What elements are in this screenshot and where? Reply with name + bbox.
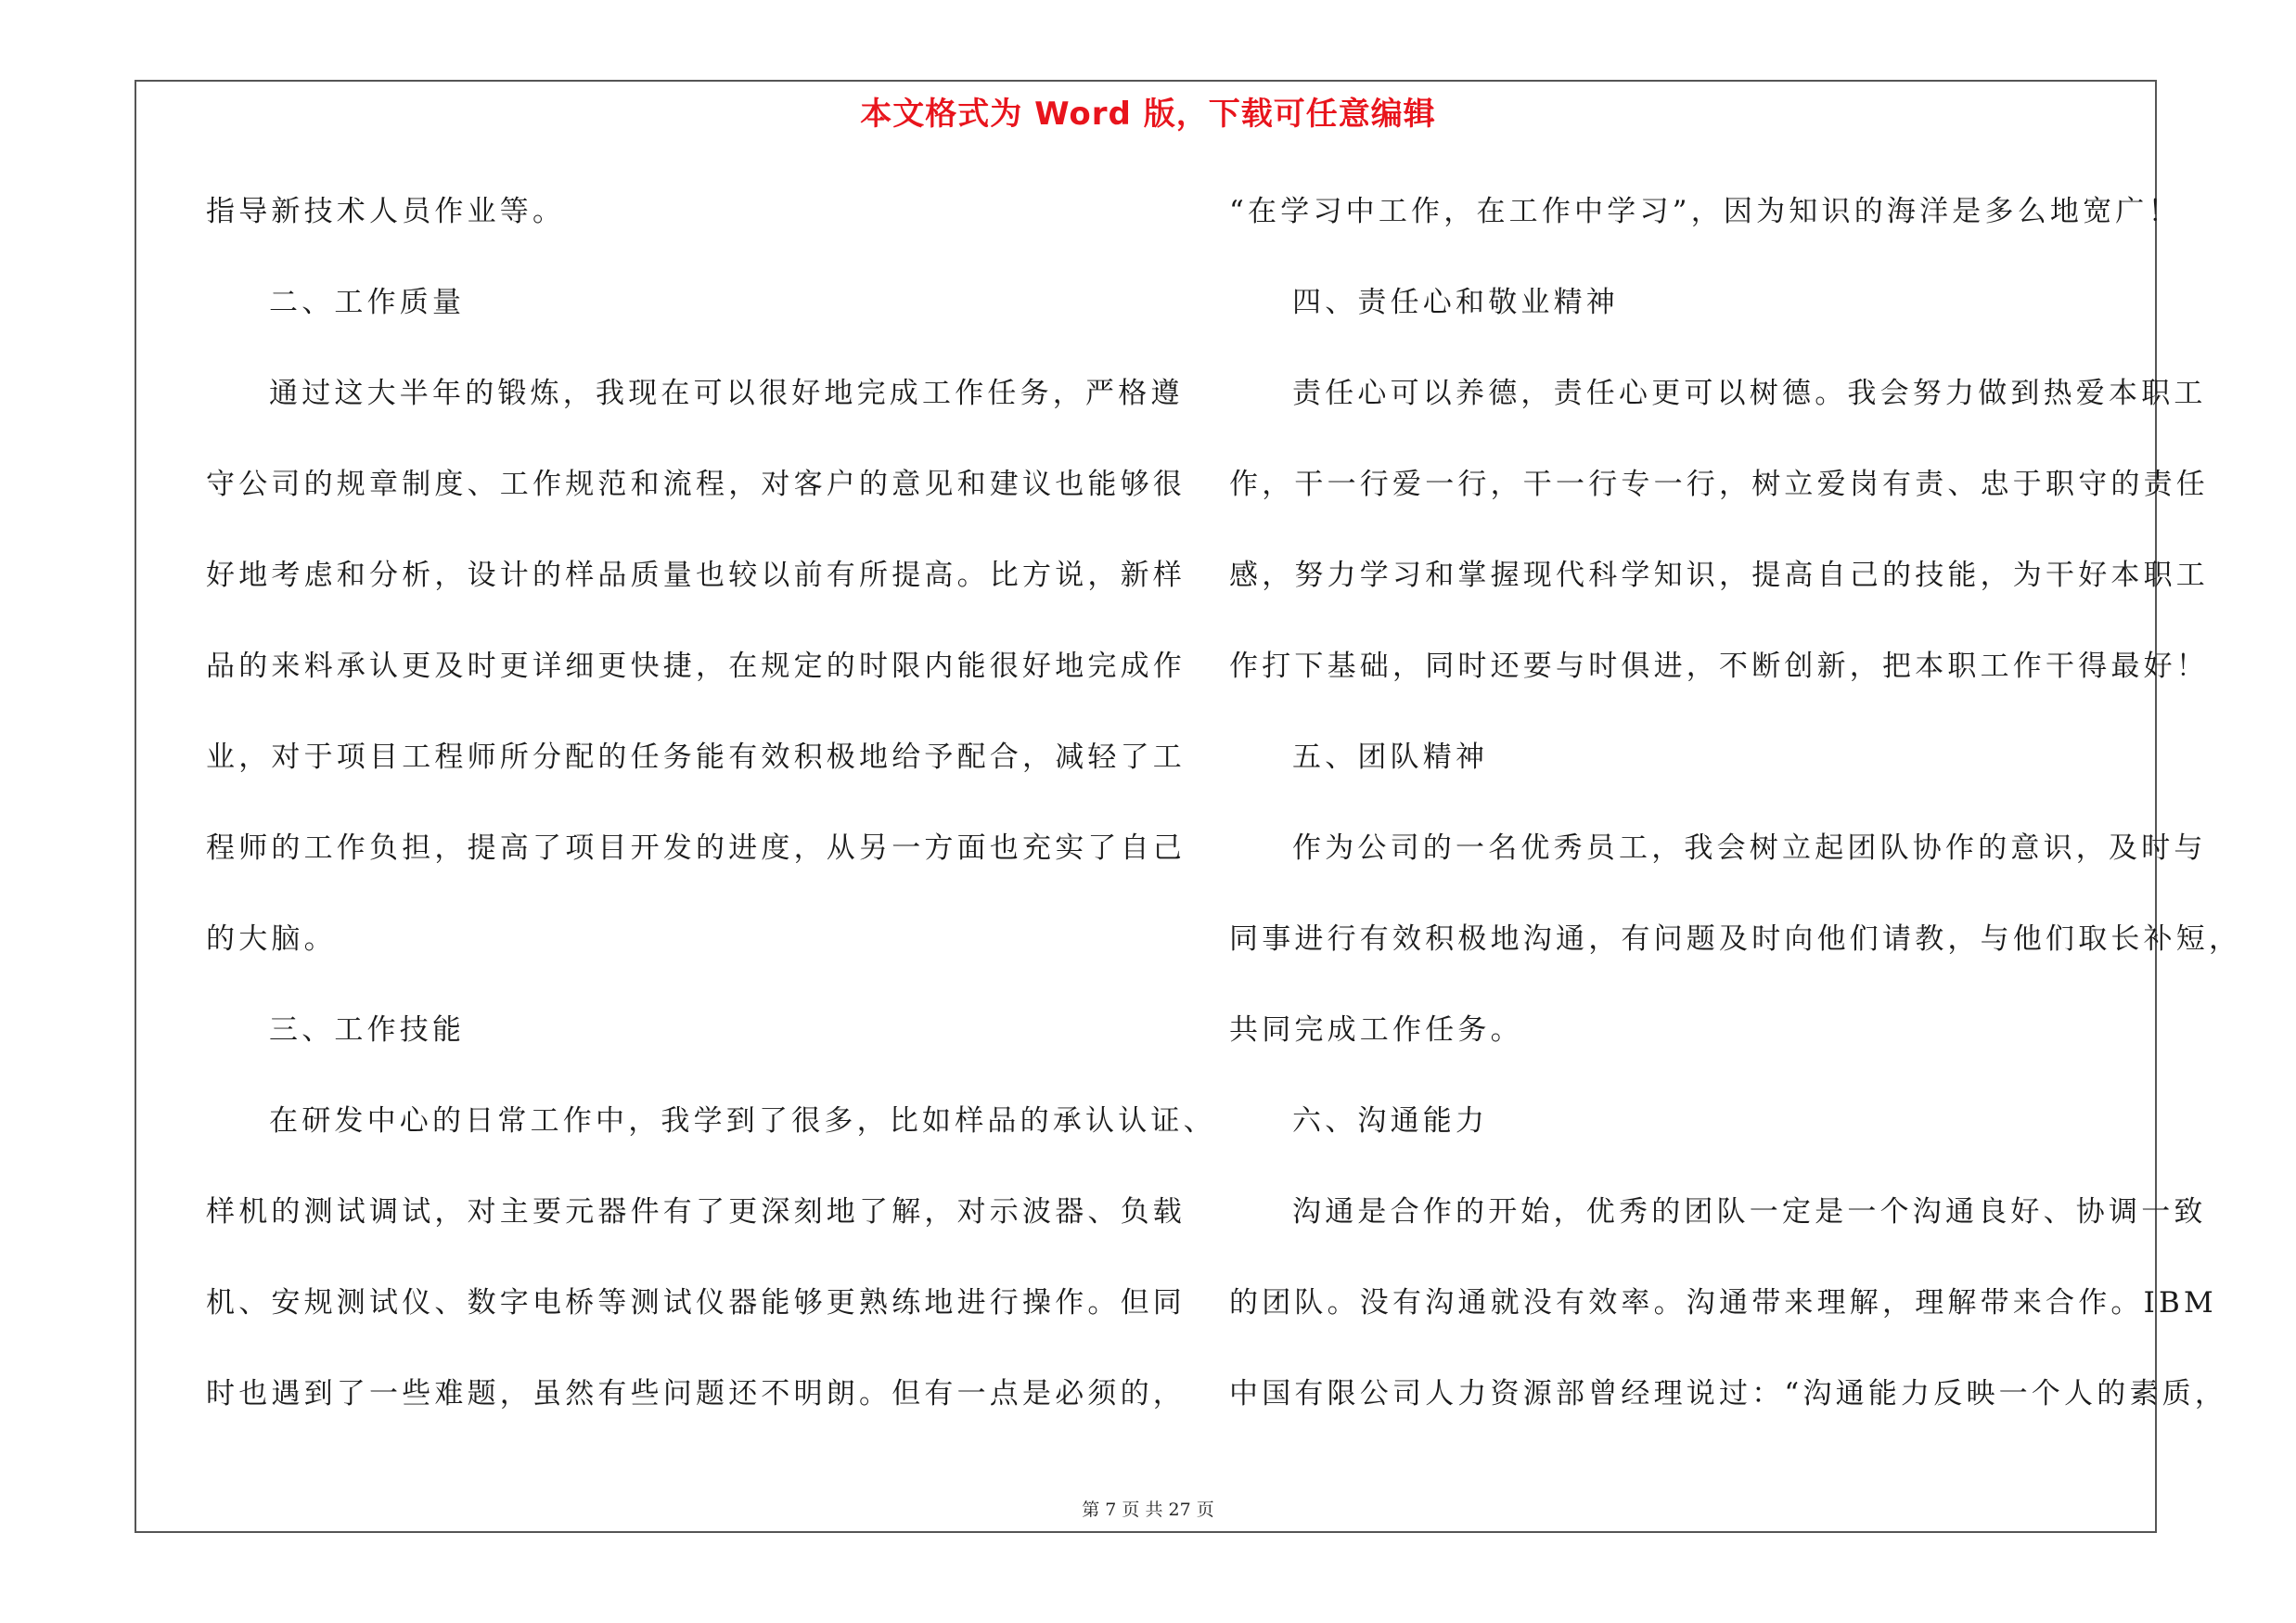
text-line: 感，努力学习和掌握现代科学知识，提高自己的技能，为干好本职工 <box>1229 559 2209 592</box>
text-line: 同事进行有效积极地沟通，有问题及时向他们请教，与他们取长补短， <box>1229 922 2242 956</box>
text-line: 通过这大半年的锻炼，我现在可以很好地完成工作任务，严格遵 <box>269 377 1184 410</box>
text-line: 的团队。没有沟通就没有效率。沟通带来理解，理解带来合作。IBM <box>1229 1286 2217 1320</box>
text-line: 六、沟通能力 <box>1292 1104 1489 1138</box>
text-line: 程师的工作负担，提高了项目开发的进度，从另一方面也充实了自己 <box>206 831 1186 865</box>
text-line: 作打下基础，同时还要与时俱进，不断创新，把本职工作干得最好！ <box>1229 650 2209 683</box>
text-line: 责任心可以养德，责任心更可以树德。我会努力做到热爱本职工 <box>1292 377 2207 410</box>
text-line: 中国有限公司人力资源部曾经理说过：“沟通能力反映一个人的素质， <box>1229 1377 2228 1410</box>
text-line: 守公司的规章制度、工作规范和流程，对客户的意见和建议也能够很 <box>206 468 1186 501</box>
text-line: 样机的测试调试，对主要元器件有了更深刻地了解，对示波器、负载 <box>206 1195 1186 1229</box>
text-line: 作，干一行爱一行，干一行专一行，树立爱岗有责、忠于职守的责任 <box>1229 468 2209 501</box>
text-line: 指导新技术人员作业等。 <box>206 195 566 228</box>
text-line: “在学习中工作，在工作中学习”，因为知识的海洋是多么地宽广！ <box>1229 195 2181 228</box>
text-line: 好地考虑和分析，设计的样品质量也较以前有所提高。比方说，新样 <box>206 559 1186 592</box>
text-line: 在研发中心的日常工作中，我学到了很多，比如样品的承认认证、 <box>269 1104 1216 1138</box>
text-line: 二、工作质量 <box>269 286 466 319</box>
text-line: 机、安规测试仪、数字电桥等测试仪器能够更熟练地进行操作。但同 <box>206 1286 1186 1320</box>
text-line: 品的来料承认更及时更详细更快捷，在规定的时限内能很好地完成作 <box>206 650 1186 683</box>
text-line: 业，对于项目工程师所分配的任务能有效积极地给予配合，减轻了工 <box>206 741 1186 774</box>
page-number-footer: 第 7 页 共 27 页 <box>1082 1500 1214 1520</box>
right-text-column <box>1229 181 2242 1454</box>
text-line: 五、团队精神 <box>1292 741 1489 774</box>
text-line: 时也遇到了一些难题，虽然有些问题还不明朗。但有一点是必须的， <box>206 1377 1186 1410</box>
left-text-column <box>206 181 1216 1454</box>
text-line: 的大脑。 <box>206 922 337 956</box>
text-line: 共同完成工作任务。 <box>1229 1013 1523 1047</box>
text-line: 作为公司的一名优秀员工，我会树立起团队协作的意识，及时与 <box>1292 831 2207 865</box>
word-format-banner: 本文格式为 Word 版，下载可任意编辑 <box>860 96 1436 133</box>
text-line: 四、责任心和敬业精神 <box>1292 286 1619 319</box>
text-line: 三、工作技能 <box>269 1013 466 1047</box>
text-line: 沟通是合作的开始，优秀的团队一定是一个沟通良好、协调一致 <box>1292 1195 2207 1229</box>
